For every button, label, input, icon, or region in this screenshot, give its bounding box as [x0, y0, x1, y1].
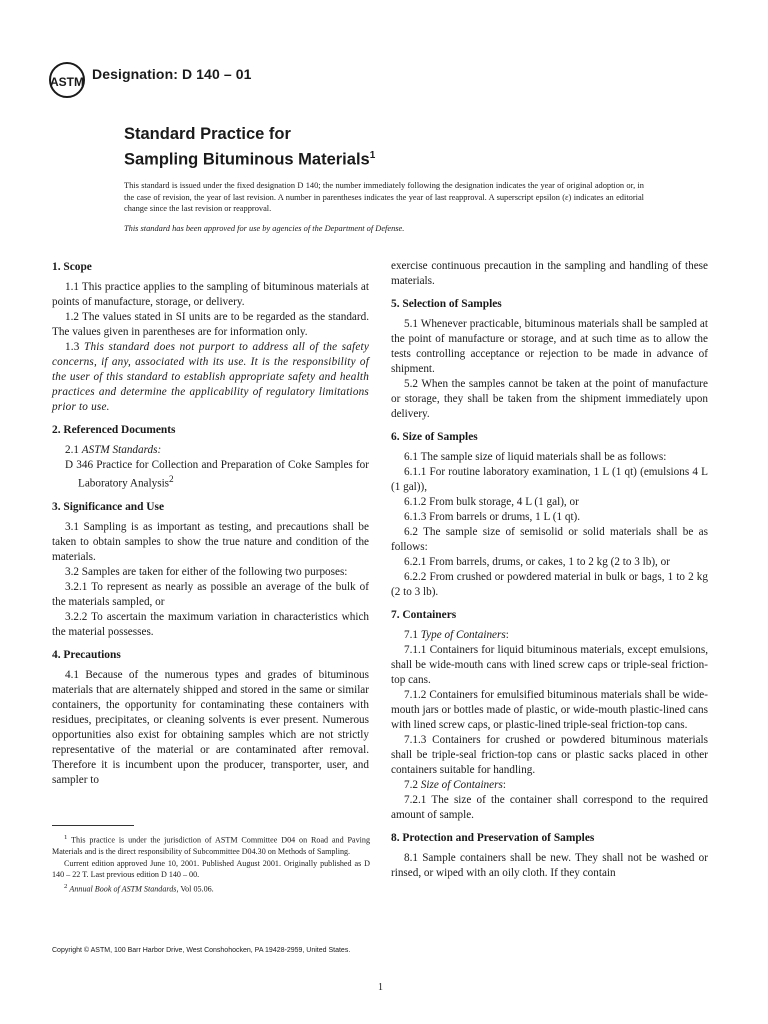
footnote-1	[52, 832, 370, 858]
paragraph-1-3-number: 1.3	[65, 341, 85, 353]
paragraph-6-2-1: 6.2.1 From barrels, drums, or cakes, 1 to 2 kg (2 to 3 lb), or	[404, 556, 670, 568]
footnote-1-marker: 1	[64, 834, 68, 841]
title-line-1: Standard Practice for	[124, 125, 291, 143]
footnote-1-edition: Current edition approved June 10, 2001. Published August 2001. Originally published as D 140 – 22 T. Last previous edition D 140 – 00.	[52, 858, 370, 880]
right-column	[391, 259, 708, 881]
paragraph-7-1	[391, 628, 708, 643]
reference-d346-text: D 346 Practice for Collection and Preparation of Coke Samples for Laboratory Analysis	[65, 459, 369, 490]
paragraph-7-2-label: Size of Containers	[420, 779, 503, 791]
reference-d346	[52, 458, 369, 492]
paragraph-5-1: 5.1 Whenever practicable, bituminous materials shall be sampled at the point of manufacture or storage, and at such time as to allow the tests controlling acceptance or rejection to be made in advance of shipment.	[391, 318, 708, 375]
footnote-divider	[52, 825, 134, 826]
paragraph-7-2-1: 7.2.1 The size of the container shall correspond to the required amount of sample.	[391, 794, 708, 821]
section-heading-significance: 3. Significance and Use	[52, 500, 165, 513]
paragraph-4-1: 4.1 Because of the numerous types and grades of bituminous materials that are alternately shipped and stored in the same or similar containers, the opportunity for contaminating these containers with residues, precipitates, or cleaning solvents is ever present. Numerous opportunities also exist for obtaining samples which are not strictly representative of the material or are contaminated after removal. Therefore it is incumbent upon the producer, transporter, user, and sampler to	[52, 668, 369, 786]
paragraph-7-1-2: 7.1.2 Containers for emulsified bituminous materials shall be wide-mouth jars or bottles made of plastic, or wide-mouth plastic-lined cans with lined screw caps, or plastic-lined triple-seal friction-top cans.	[391, 689, 708, 731]
paragraph-6-1: 6.1 The sample size of liquid materials shall be as follows:	[404, 451, 667, 463]
section-heading-size: 6. Size of Samples	[391, 431, 478, 443]
paragraph-7-1-3: 7.1.3 Containers for crushed or powdered bituminous materials shall be triple-seal friction-top cans or plastic sacks placed in other containers suitable for handling.	[391, 734, 708, 776]
paragraph-1-3	[52, 340, 369, 415]
title-line-2	[124, 145, 375, 171]
paragraph-2-1-label: ASTM Standards:	[81, 444, 162, 456]
paragraph-6-2: 6.2 The sample size of semisolid or solid materials shall be as follows:	[391, 526, 708, 553]
paragraph-3-2-1: 3.2.1 To represent as nearly as possible an average of the bulk of the materials sampled, or	[52, 580, 369, 608]
section-heading-protection: 8. Protection and Preservation of Samples	[391, 832, 595, 844]
paragraph-7-2	[391, 778, 708, 793]
paragraph-7-2-colon: :	[502, 779, 506, 791]
paragraph-2-1	[52, 443, 369, 458]
reference-footnote-marker: 2	[169, 475, 174, 485]
footnote-2-tail: , Vol 05.06.	[176, 884, 214, 894]
paragraph-1-2: 1.2 The values stated in SI units are to be regarded as the standard. The values given in parentheses are for information only.	[52, 311, 369, 338]
document-title	[124, 124, 375, 171]
page-number: 1	[378, 982, 383, 993]
paragraph-7-1-label: Type of Containers	[420, 629, 506, 641]
paragraph-8-1: 8.1 Sample containers shall be new. They shall not be washed or rinsed, or wiped with an oily cloth. If they contain	[391, 852, 708, 879]
footnotes	[52, 832, 370, 895]
paragraph-1-1: 1.1 This practice applies to the sampling of bituminous materials at points of manufacture, storage, or delivery.	[52, 281, 369, 308]
paragraph-1-3-text: This standard does not purport to address all of the safety concerns, if any, associated with its use. It is the responsibility of the user of this standard to establish appropriate safety and health practices and determine the applicability of regulatory limitations prior to use.	[52, 341, 369, 413]
title-line-2-text: Sampling Bituminous Materials	[124, 150, 370, 169]
paragraph-7-1-number: 7.1	[404, 629, 421, 641]
paragraph-7-1-colon: :	[505, 629, 509, 641]
designation: Designation: D 140 – 01	[92, 66, 252, 82]
left-column	[52, 260, 369, 788]
paragraph-6-1-2: 6.1.2 From bulk storage, 4 L (1 gal), or	[404, 496, 579, 508]
paragraph-3-2-2: 3.2.2 To ascertain the maximum variation in characteristics which the material possesses.	[52, 610, 369, 638]
section-heading-scope: 1. Scope	[52, 261, 92, 273]
logo-text: ASTM	[50, 75, 84, 89]
paragraph-3-1: 3.1 Sampling is as important as testing, and precautions shall be taken to obtain samples to show the true nature and condition of the materials.	[52, 520, 369, 563]
footnote-2	[52, 881, 370, 895]
paragraph-2-1-number: 2.1	[65, 444, 82, 456]
paragraph-6-1-3: 6.1.3 From barrels or drums, 1 L (1 qt).	[404, 511, 581, 523]
paragraph-6-1-1: 6.1.1 For routine laboratory examination, 1 L (1 qt) (emulsions 4 L (1 gal)),	[391, 466, 708, 493]
section-heading-referenced-documents: 2. Referenced Documents	[52, 424, 176, 436]
paragraph-7-2-number: 7.2	[404, 779, 421, 791]
section-heading-precautions: 4. Precautions	[52, 648, 121, 661]
footnote-2-title: Annual Book of ASTM Standards	[69, 884, 177, 894]
paragraph-4-1-continued: exercise continuous precaution in the sampling and handling of these materials.	[391, 260, 708, 287]
paragraph-6-2-2: 6.2.2 From crushed or powdered material in bulk or bags, 1 to 2 kg (2 to 3 lb).	[391, 571, 708, 598]
paragraph-3-2: 3.2 Samples are taken for either of the following two purposes:	[65, 565, 348, 578]
paragraph-5-2: 5.2 When the samples cannot be taken at the point of manufacture or storage, they shall be taken from the shipment immediately upon delivery.	[391, 378, 708, 420]
astm-logo-icon	[49, 61, 85, 99]
copyright-notice: Copyright © ASTM, 100 Barr Harbor Drive, West Conshohocken, PA 19428-2959, United States.	[52, 947, 351, 954]
paragraph-7-1-1: 7.1.1 Containers for liquid bituminous materials, except emulsions, shall be wide-mouth cans with lined screw caps or triple-seal friction-top cans.	[391, 644, 708, 686]
intro-paragraph: This standard is issued under the fixed designation D 140; the number immediately following the designation indicates the year of original adoption or, in the case of revision, the year of last revision. A number in parentheses indicates the year of last reapproval. A superscript epsilon (ε) indicates an editorial change since the last revision or reapproval.	[124, 181, 644, 214]
footnote-1-text: This practice is under the jurisdiction of ASTM Committee D04 on Road and Paving Materials and is the direct responsibility of Subcommittee D04.30 on Methods of Sampling.	[52, 835, 370, 857]
title-footnote-marker: 1	[369, 150, 376, 161]
section-heading-selection: 5. Selection of Samples	[391, 298, 502, 310]
approval-note: This standard has been approved for use by agencies of the Department of Defense.	[124, 224, 405, 233]
footnote-2-marker: 2	[64, 882, 68, 890]
section-heading-containers: 7. Containers	[391, 609, 457, 621]
